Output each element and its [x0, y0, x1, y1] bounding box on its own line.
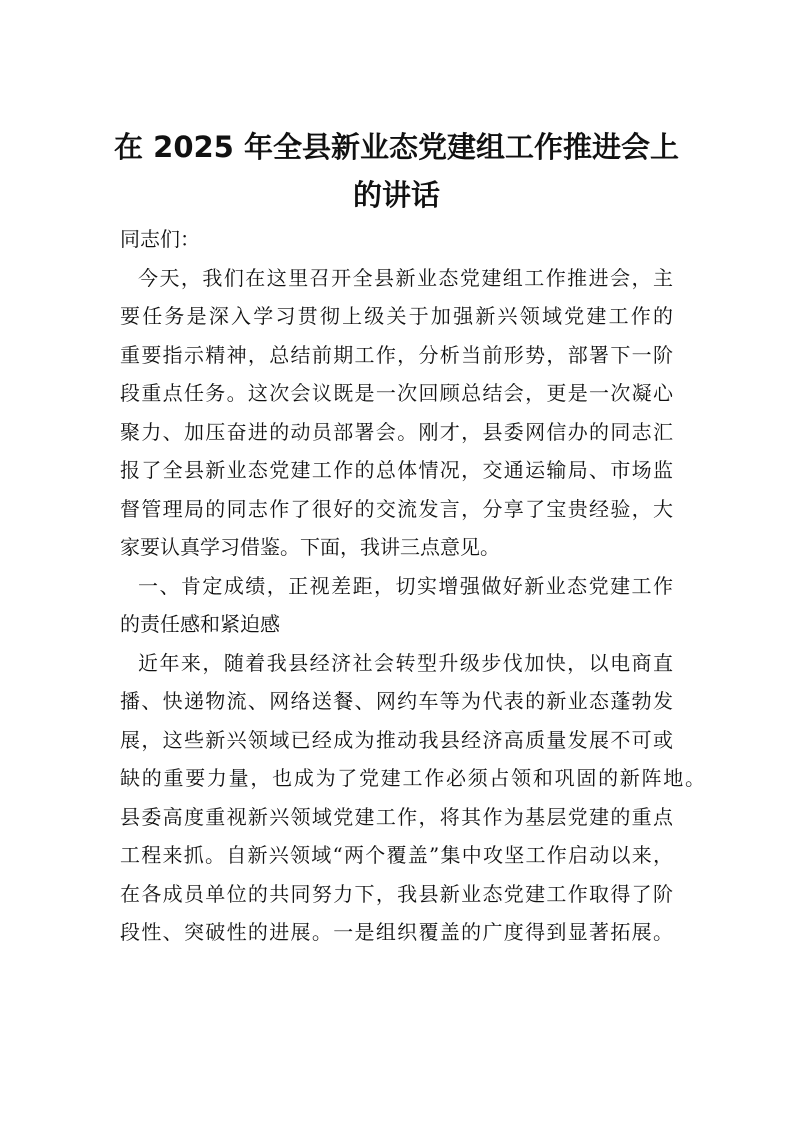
paragraph-line: 重要指示精神，总结前期工作，分析当前形势，部署下一阶: [120, 342, 673, 367]
document-title-line-2: 的讲话: [352, 178, 440, 212]
paragraph-line: 县委高度重视新兴领域党建工作，将其作为基层党建的重点: [120, 804, 673, 829]
paragraph-line: 今天，我们在这里召开全县新业态党建组工作推进会，主: [138, 265, 673, 290]
document-body: [120, 220, 705, 952]
salutation: 同志们：: [120, 227, 200, 251]
document-title-line-1: 在 2025 年全县新业态党建组工作推进会上: [114, 130, 679, 164]
paragraph-line: 缺的重要力量，也成为了党建工作必须占领和巩固的新阵地。: [120, 766, 705, 790]
section-heading-line: 的责任感和紧迫感: [120, 612, 280, 636]
paragraph-line: 要任务是深入学习贯彻上级关于加强新兴领域党建工作的: [120, 304, 673, 328]
paragraph-line: 报了全县新业态党建工作的总体情况，交通运输局、市场监: [120, 458, 673, 482]
paragraph-line: 段性、突破性的进展。一是组织覆盖的广度得到显著拓展。: [120, 920, 673, 944]
paragraph-line: 聚力、加压奋进的动员部署会。刚才，县委网信办的同志汇: [120, 419, 673, 444]
paragraph-line: 段重点任务。这次会议既是一次回顾总结会，更是一次凝心: [120, 381, 673, 405]
paragraph-line: 工程来抓。自新兴领域“两个覆盖”集中攻坚工作启动以来，: [120, 843, 673, 867]
paragraph-line: 近年来，随着我县经济社会转型升级步伐加快，以电商直: [138, 650, 673, 675]
paragraph-line: 在各成员单位的共同努力下，我县新业态党建工作取得了阶: [120, 881, 673, 906]
paragraph-line: 家要认真学习借鉴。下面，我讲三点意见。: [120, 535, 500, 559]
section-heading-line: 一、肯定成绩，正视差距，切实增强做好新业态党建工作: [138, 573, 673, 598]
paragraph-line: 播、快递物流、网络送餐、网约车等为代表的新业态蓬勃发: [120, 689, 673, 713]
paragraph-line: 展，这些新兴领域已经成为推动我县经济高质量发展不可或: [120, 727, 673, 752]
paragraph-line: 督管理局的同志作了很好的交流发言，分享了宝贵经验，大: [120, 496, 673, 521]
